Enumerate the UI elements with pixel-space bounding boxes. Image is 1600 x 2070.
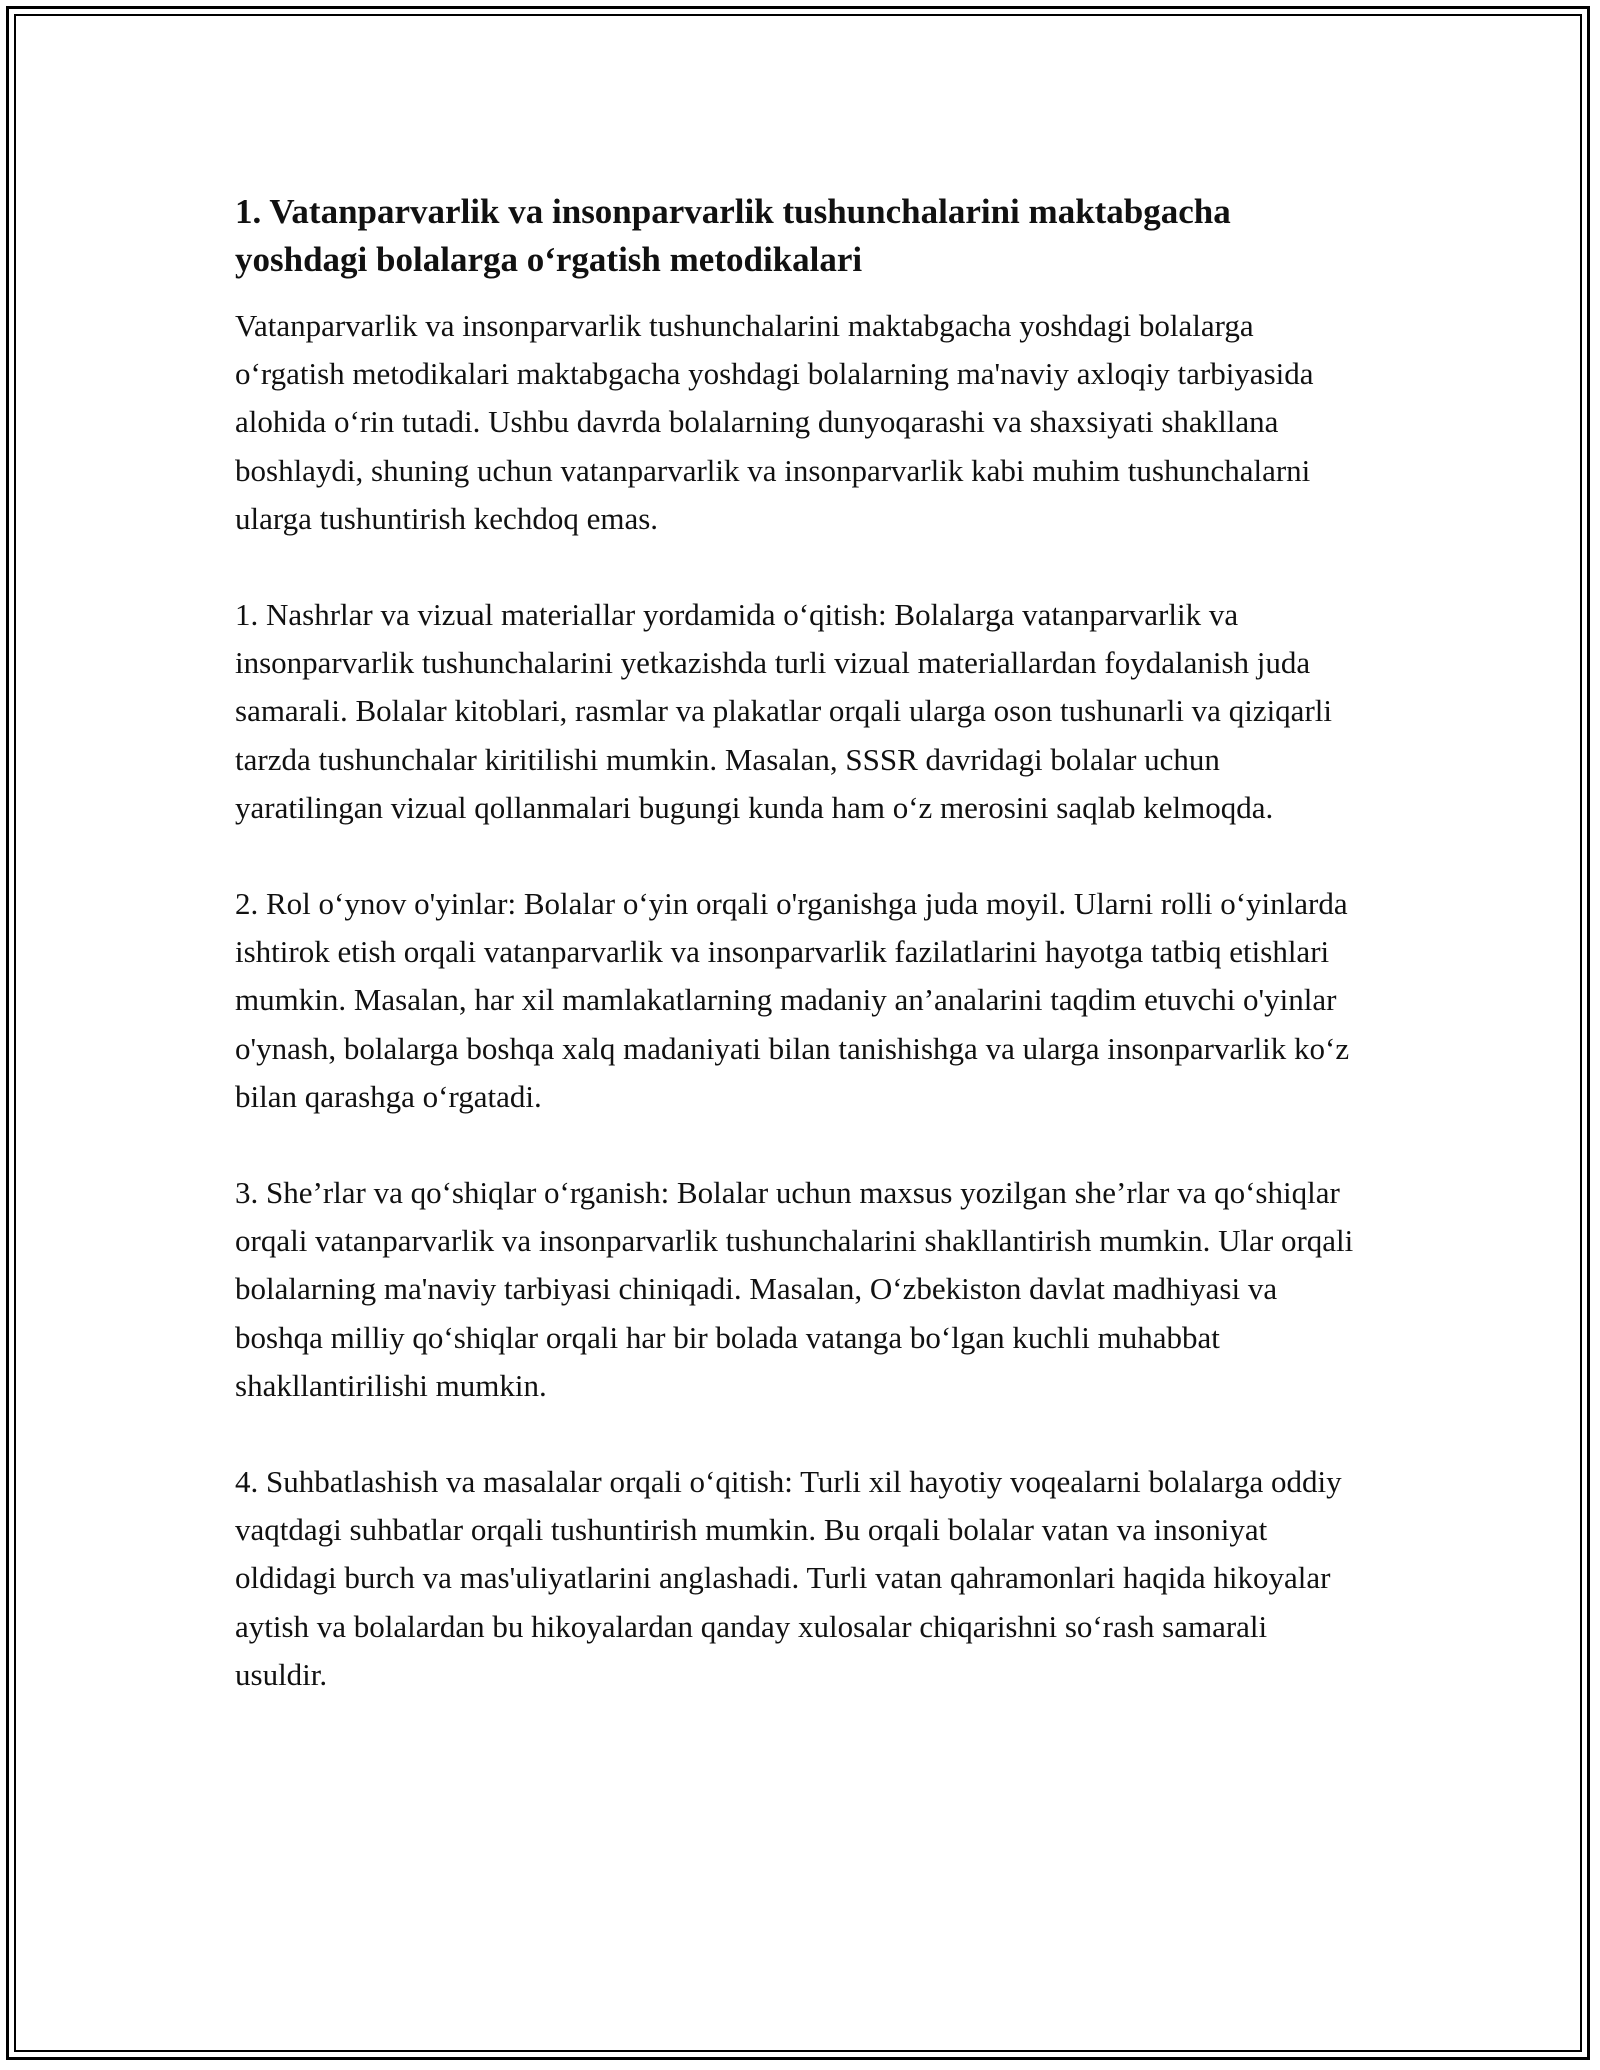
section-title: 1. Vatanparvarlik va insonparvarlik tushunchalarini maktabgacha yoshdagi bolalarga o‘rgatish metodikalari xyxy=(235,192,1231,279)
method-1-paragraph: 1. Nashrlar va vizual materiallar yordamida o‘qitish: Bolalarga vatanparvarlik va insonparvarlik tushunchalarini yetkazishda turli vizual materiallardan foydalanish juda samarali. Bolalar kitoblari, rasmlar va plakatlar orqali ularga oson tushunarli va qiziqarli tarzda tushunchalar kiritilishi mumkin. Masalan, SSSR davridagi bolalar uchun yaratilingan vizual qollanmalari bugungi kunda ham o‘z merosini saqlab kelmoqda. xyxy=(235,597,1332,825)
document-body xyxy=(235,188,1365,1747)
method-4-paragraph: 4. Suhbatlashish va masalalar orqali o‘qitish: Turli xil hayotiy voqealarni bolalarga oddiy vaqtdagi suhbatlar orqali tushuntirish mumkin. Bu orqali bolalar vatan va insoniyat oldidagi burch va mas'uliyatlarini anglashadi. Turli vatan qahramonlari haqida hikoyalar aytish va bolalardan bu hikoyalardan qanday xulosalar chiqarishni so‘rash samarali usuldir. xyxy=(235,1464,1342,1692)
intro-paragraph: Vatanparvarlik va insonparvarlik tushunchalarini maktabgacha yoshdagi bolalarga o‘rgatish metodikalari maktabgacha yoshdagi bolalarning ma'naviy axloqiy tarbiyasida alohida o‘rin tutadi. Ushbu davrda bolalarning dunyoqarashi va shaxsiyati shakllana boshlaydi, shuning uchun vatanparvarlik va insonparvarlik kabi muhim tushunchalarni ularga tushuntirish kechdoq emas. xyxy=(235,308,1314,536)
method-2-paragraph: 2. Rol o‘ynov o'yinlar: Bolalar o‘yin orqali o'rganishga juda moyil. Ularni rolli o‘yinlarda ishtirok etish orqali vatanparvarlik va insonparvarlik fazilatlarini hayotga tatbiq etishlari mumkin. Masalan, har xil mamlakatlarning madaniy an’analarini taqdim etuvchi o'yinlar o'ynash, bolalarga boshqa xalq madaniyati bilan tanishishga va ularga insonparvarlik ko‘z bilan qarashga o‘rgatadi. xyxy=(235,886,1350,1114)
method-3-paragraph: 3. She’rlar va qo‘shiqlar o‘rganish: Bolalar uchun maxsus yozilgan she’rlar va qo‘shiqlar orqali vatanparvarlik va insonparvarlik tushunchalarini shakllantirish mumkin. Ular orqali bolalarning ma'naviy tarbiyasi chiniqadi. Masalan, O‘zbekiston davlat madhiyasi va boshqa milliy qo‘shiqlar orqali har bir bolada vatanga bo‘lgan kuchli muhabbat shakllantirilishi mumkin. xyxy=(235,1175,1354,1403)
